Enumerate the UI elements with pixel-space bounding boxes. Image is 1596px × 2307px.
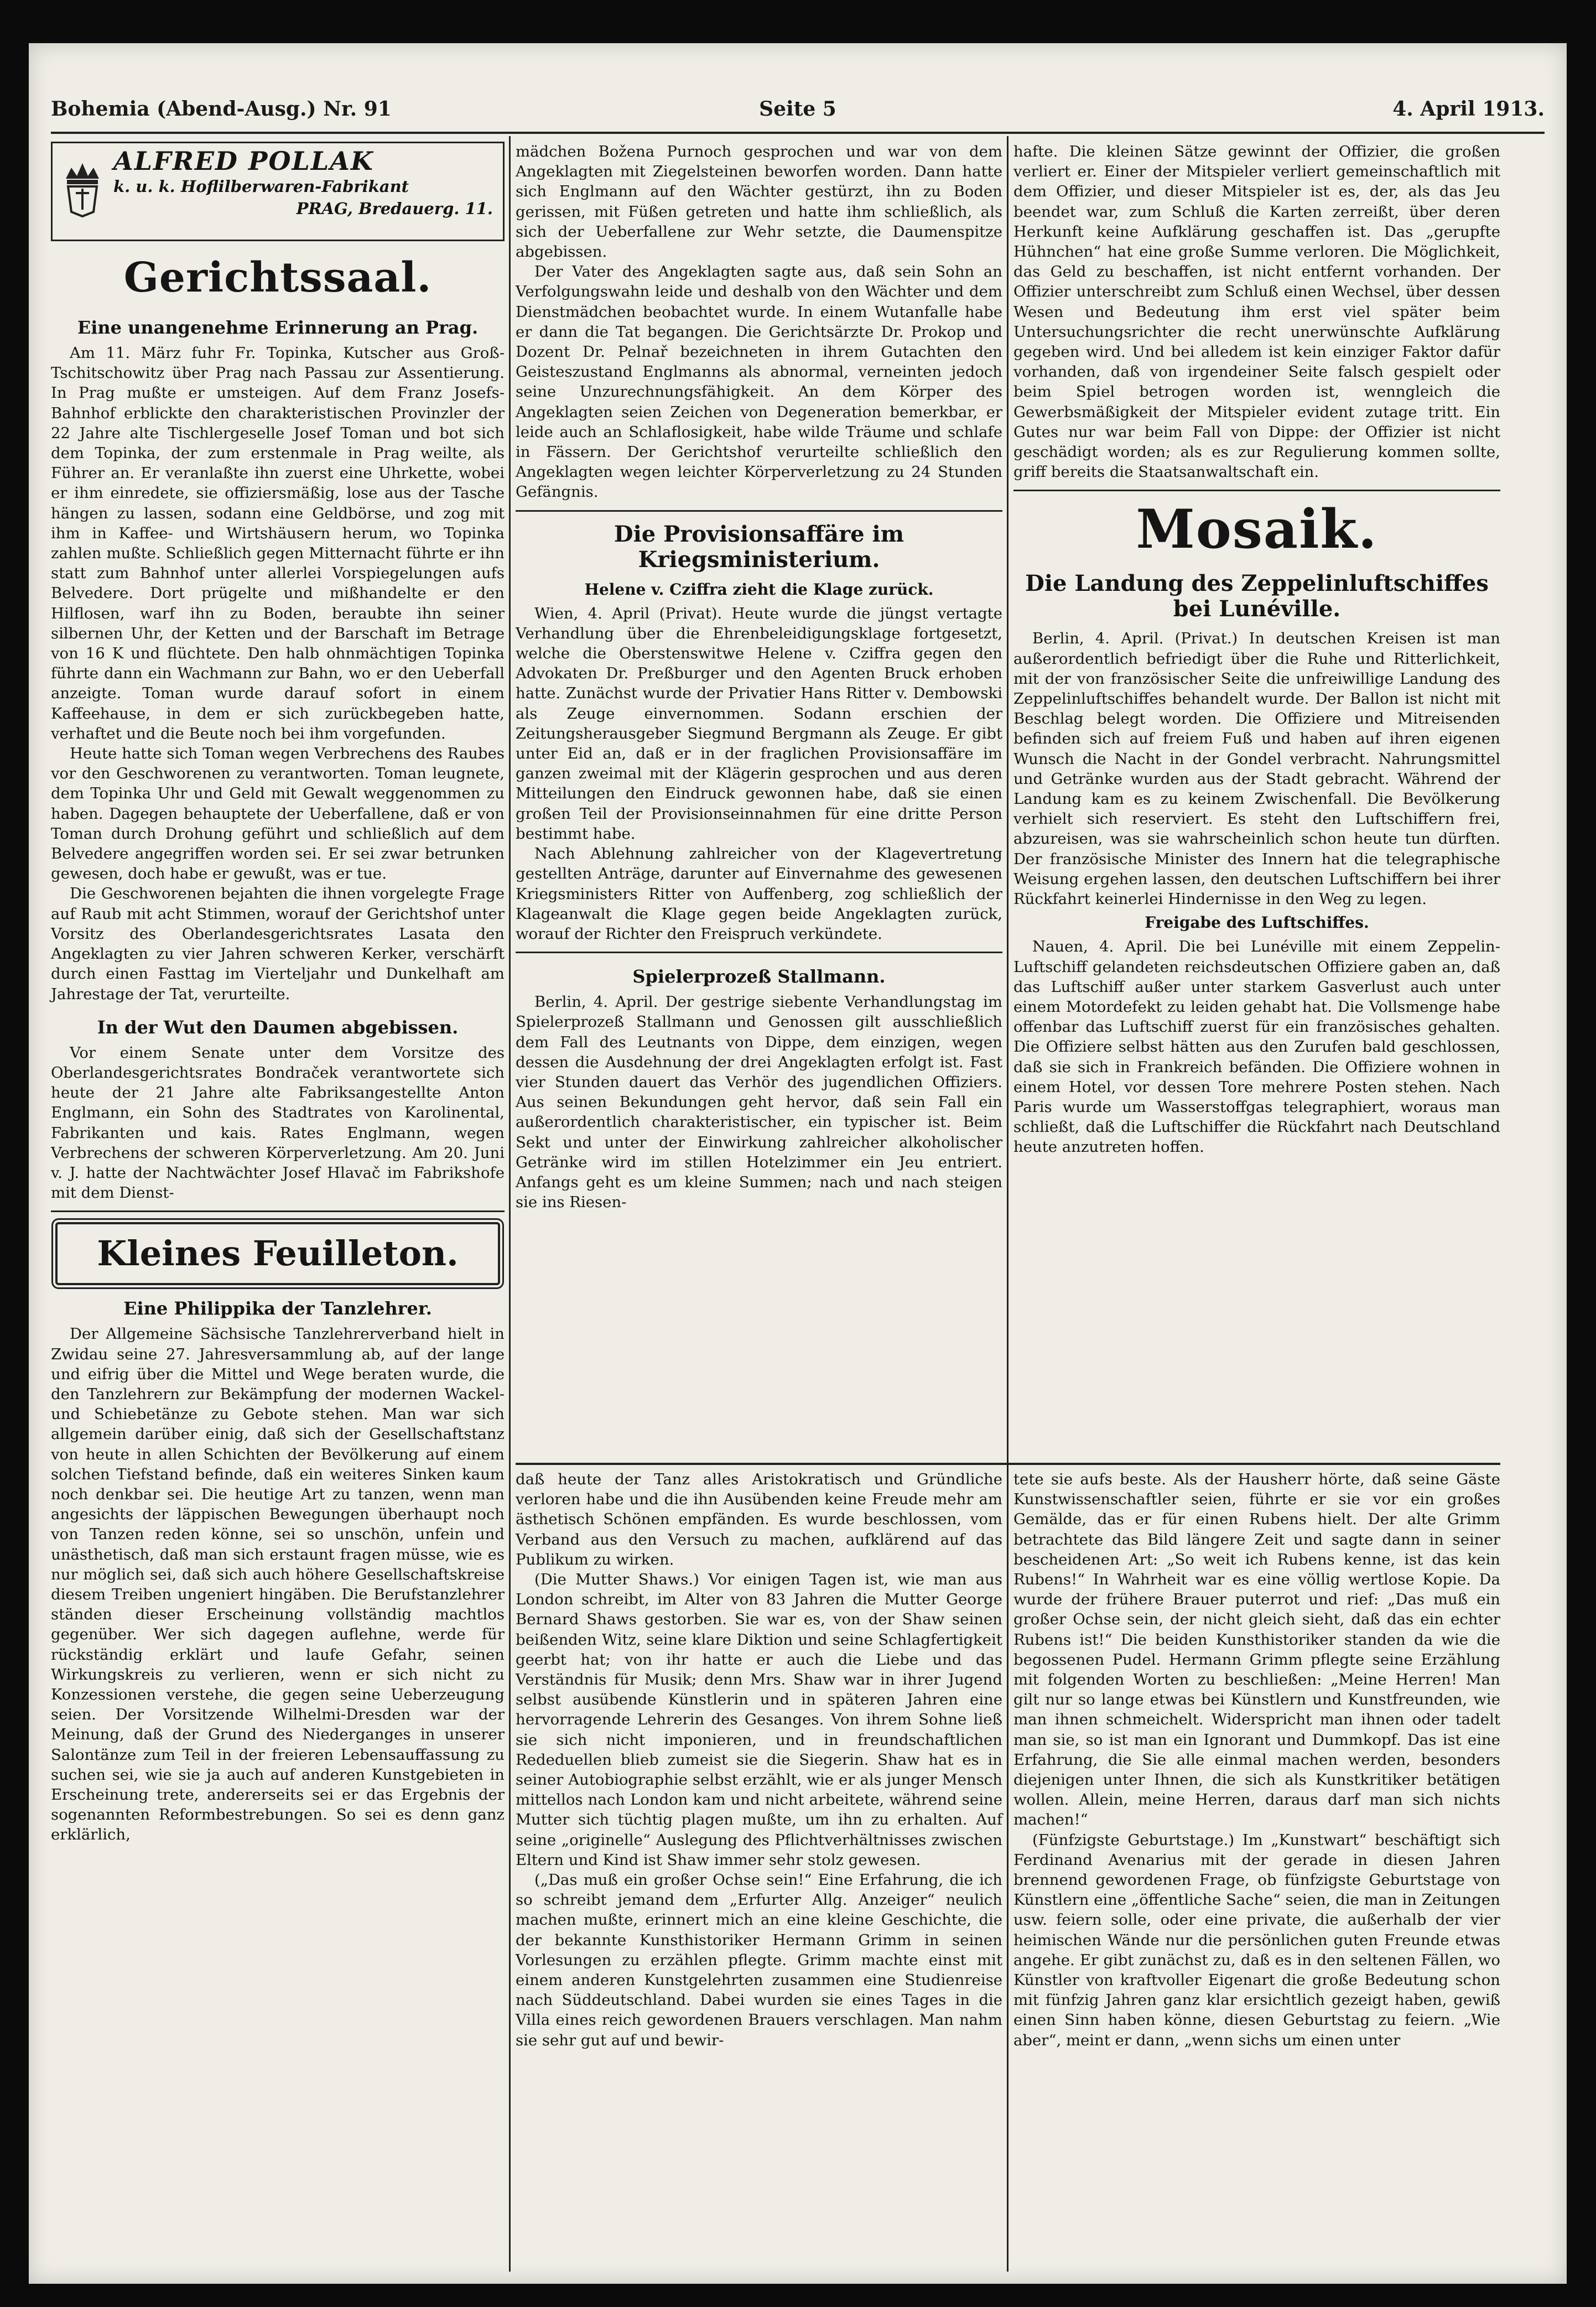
article-paragraph: Berlin, 4. April. (Privat.) In deutschen Kreisen ist man außerordentlich befriedigt über die Ruhe und Ritterlichkeit, mit der von französischer Seite die unfreiwillige Landung des Zeppelinluftschiffes behandelt wurde. Der Ballon ist nicht mit Beschlag belegt worden. Die Offiziere und Mitreisenden befinden sich auf freiem Fuß und haben auf ihren eigenen Wunsch die Nacht in der Gondel verbracht. Nahrungsmittel und Getränke wurden aus der Stadt gebracht. Während der Landung kam es zu keinem Zwischenfall. Die Bevölkerung verhielt sich reserviert. Es steht den Luftschiffern frei, abzureisen, was sie wahrscheinlich schon heute tun dürften. Der französische Minister des Innern hat die telegraphische Weisung ergehen lassen, den deutschen Luftschiffern bei ihrer Rückfahrt keinerlei Hindernisse in den Weg zu legen.: [1013, 630, 1500, 908]
article-paragraph: mädchen Božena Purnoch gesprochen und war von dem Angeklagten mit Ziegelsteinen beworfen worden. Dann hatte sich Englmann auf den Wächter gestürzt, ihn zu Boden gerissen, mit Füßen getreten und hatte ihm schließlich, als sich der Ueberfallene zur Wehr setzte, die Daumenspitze abgebissen.: [516, 143, 1002, 261]
masthead-date: 4. April 1913.: [1392, 97, 1545, 121]
section-divider: [1013, 490, 1500, 491]
masthead: [51, 97, 1545, 136]
section-divider: [516, 952, 1002, 953]
article-subtitle: Helene v. Cziffra zieht die Klage zurück.: [584, 580, 934, 599]
section-divider: [516, 510, 1002, 512]
masthead-page-number: Seite 5: [759, 97, 836, 121]
article-paragraph: Heute hatte sich Toman wegen Verbrechens des Raubes vor den Geschworenen zu verantworten. Toman leugnete, dem Topinka Uhr und Geld mit Gewalt weggenommen zu haben. Dagegen behauptete der Ueberfallene, daß er von Toman durch Drohung geführt und schließlich auf dem Belvedere angegriffen worden sei. Er sei zwar betrunken gewesen, doch habe er gewußt, was er tue.: [51, 745, 505, 883]
newspaper-page: [29, 43, 1567, 2284]
ad-company-name: ALFRED POLLAK: [113, 146, 374, 176]
section-divider: [51, 1210, 505, 1212]
column-3: [1013, 142, 1500, 1157]
masthead-rule: [51, 132, 1545, 134]
article-paragraph: Nach Ablehnung zahlreicher von der Klagevertretung gestellten Anträge, darunter auf Einvernahme des gewesenen Kriegsministers Ritter von Auffenberg, zog schließlich der Klageanwalt die Klage gegen beide Angeklagten zurück, worauf der Richter den Freispruch verkündete.: [516, 845, 1002, 943]
masthead-issue: Bohemia (Abend-Ausg.) Nr. 91: [51, 97, 392, 121]
article-title: Die Landung des Zeppelinluftschiffes bei Lunéville.: [1025, 570, 1489, 622]
feuilleton-heading-box: [55, 1222, 500, 1285]
article-paragraph: Wien, 4. April (Privat). Heute wurde die jüngst vertagte Verhandlung über die Ehrenbeleidigungsklage fortgesetzt, welche die Oberstenswitwe Helene v. Cziffra gegen den Advokaten Dr. Preßburger und den Agenten Bruck erhoben hatte. Zunächst wurde der Privatier Hans Ritter v. Dembowski als Zeuge einvernommen. Sodann erschien der Zeitungsherausgeber Siegmund Bergmann als Zeuge. Er gibt unter Eid an, daß er in der fraglichen Provisionsaffäre im ganzen zweimal mit der Klägerin gesprochen und aus deren Mitteilungen den Eindruck gewonnen habe, daß sie einen großen Teil der Provisionseinnahmen für eine dritte Person bestimmt habe.: [516, 604, 1002, 843]
ad-company-address: PRAG, Bredauerg. 11.: [296, 199, 493, 218]
article-subtitle: Freigabe des Luftschiffes.: [1145, 913, 1369, 932]
column-2: [516, 142, 1002, 1212]
article-paragraph: (Die Mutter Shaws.) Vor einigen Tagen ist, wie man aus London schreibt, im Alter von 83 Jahren die Mutter George Bernard Shaws gestorben. Sie war es, von der Shaw seinen beißenden Witz, seine klare Diktion und seine Schlagfertigkeit geerbt hat; von ihr hatte er auch die Liebe und das Verständnis für Musik; denn Mrs. Shaw war in ihrer Jugend selbst ausübende Künstlerin und in späteren Jahren eine hervorragende Lehrerin des Gesanges. Von ihrem Sohne ließ sie sich nicht imponieren, und in freundschaftlichen Rededuellen blieb zumeist sie die Siegerin. Shaw hat es in seiner Autobiographie selbst erzählt, wie er als junger Mensch mittellos nach London kam und nicht arbeitete, während seine Mutter sich tüchtig plagen mußte, um ihn zu erhalten. Auf seine „originelle“ Auslegung des Pflichtverhältnisses zwischen Eltern und Kind ist Shaw immer sehr stolz gewesen.: [516, 1571, 1002, 1869]
column-2-feuilleton: [516, 1469, 1002, 2050]
feuilleton-rule: [516, 1463, 1500, 1465]
article-paragraph: Nauen, 4. April. Die bei Lunéville mit einem Zeppelin-Luftschiff gelandeten reichsdeutschen Offiziere gaben an, daß das Luftschiff außer unter starkem Gasverlust auch unter einem Motordefekt zu leiden gehabt hat. Die Vollsmenge habe offenbar das Luftschiff zuerst für ein französisches gehalten. Die Offiziere selbst hätten aus den Zurufen bald geschlossen, daß sie sich in Frankreich befänden. Die Offiziere wohnen in einem Hotel, vor dessen Tore mehrere Posten stehen. Nach Paris wurde um Wasserstoffgas telegraphiert, woraus man schließt, daß die Luftschiffer die Rückfahrt nach Deutschland heute anzutreten hoffen.: [1013, 938, 1500, 1156]
feuilleton-heading: Kleines Feuilleton.: [97, 1233, 459, 1274]
column-rule-2: [1007, 136, 1008, 2272]
section-heading-gerichtssaal: Gerichtssaal.: [123, 254, 432, 302]
article-title: Spielerprozeß Stallmann.: [632, 966, 886, 988]
advertisement-box: [51, 142, 505, 241]
article-paragraph: Die Geschworenen bejahten die ihnen vorgelegte Frage auf Raub mit acht Stimmen, worauf der Gerichtshof unter Vorsitz des Oberlandesgerichtsrates Lasata den Angeklagten zu vier Jahren schweren Kerker, verschärft durch einen Fasttag im Vierteljahr und Dunkelhaft am Jahrestage der Tat, verurteilte.: [51, 885, 505, 1003]
article-paragraph: hafte. Die kleinen Sätze gewinnt der Offizier, die großen verliert er. Einer der Mitspieler verliert gemeinschaftlich mit dem Offizier, und dieser Mitspieler ist es, der, als das Jeu beendet war, zum Schluß die Karten zerreißt, über deren Herkunft keine Aufklärung geschaffen ist. Das „gerupfte Hühnchen“ hat eine große Summe verloren. Die Möglichkeit, das Geld zu beschaffen, ist nicht entfernt vorhanden. Der Offizier unterschreibt zum Schluß einen Wechsel, über dessen Wesen und Bedeutung ihm erst viel später beim Untersuchungsrichter die recht unerwünschte Aufklärung gegeben wird. Und bei alledem ist kein einziger Faktor dafür vorhanden, daß von irgendeiner Seite falsch gespielt oder beim Spiel betrogen worden ist, wenngleich die Gewerbsmäßigkeit der Mitspieler evident zutage tritt. Ein Gutes nur war beim Fall von Dippe: der Offizier ist nicht geschädigt worden; als es zur Regulierung kommen sollte, griff bereits die Staatsanwaltschaft ein.: [1013, 143, 1500, 481]
article-paragraph: Der Vater des Angeklagten sagte aus, daß sein Sohn an Verfolgungswahn leide und deshalb von den Wächter und dem Dienstmädchen beobachtet wurde. In einem Wutanfalle habe er dann die Tat begangen. Die Gerichtsärzte Dr. Prokop und Dozent Dr. Pelnař bezeichneten in ihrem Gutachten den Geisteszustand Englmanns als abnormal, verneinten jedoch seine Unzurechnungsfähigkeit. An dem Körper des Angeklagten seien Zeichen von Degeneration bemerkbar, er leide auch an Schlaflosigkeit, habe wilde Träume und schlafe in Fässern. Der Gerichtshof verurteilte schließlich den Angeklagten wegen leichter Körperverletzung zu 24 Stunden Gefängnis.: [516, 263, 1002, 501]
article-title: In der Wut den Daumen abgebissen.: [97, 1016, 459, 1038]
article-title: Eine unangenehme Erinnerung an Prag.: [77, 317, 479, 338]
article-paragraph: Am 11. März fuhr Fr. Topinka, Kutscher aus Groß-Tschitschowitz über Prag nach Passau zur Assentierung. In Prag mußte er umsteigen. Auf dem Franz Josefs-Bahnhof erblickte den charakteristischen Provinzler der 22 Jahre alte Tischlergeselle Josef Toman und bot sich dem Topinka, der zum erstenmale in Prag weilte, als Führer an. Er veranlaßte ihn zuerst eine Uhrkette, wobei er ihm einredete, sie offiziersmäßig, lose aus der Tasche hängen zu lassen, sodann eine Geldbörse, und zog mit ihm in Kaffee- und Wirtshäusern herum, wo Topinka zahlen mußte. Schließlich gegen Mitternacht führte er ihn statt zum Bahnhof unter allerlei Vorspiegelungen aufs Belvedere. Dort prügelte und mißhandelte er den Hilflosen, warf ihn zu Boden, beraubte ihn seiner silbernen Uhr, der Ketten und der Barschaft im Betrage von 16 K und flüchtete. Den halb ohnmächtigen Topinka führte dann ein Wachmann zur Bahn, wo er den Ueberfall anzeigte. Toman wurde darauf sofort in einem Kaffeehause, in dem er sich zurückbegeben hatte, verhaftet und die Beute noch bei ihm vorgefunden.: [51, 344, 505, 742]
article-title: Eine Philippika der Tanzlehrer.: [123, 1298, 432, 1319]
article-paragraph: Der Allgemeine Sächsische Tanzlehrerverband hielt in Zwidau seine 27. Jahresversammlung ab, auf der lange und eifrig über die Mittel und Wege beraten wurde, die den Tanzlehrern zur Bekämpfung der modernen Wackel- und Schiebetänze zu Gebote stehen. Man war sich allgemein darüber einig, daß sich der Gesellschaftstanz von heute in allen Schichten der Bevölkerung auf einem solchen Tiefstand befinde, daß ein weiteres Sinken kaum noch denkbar sei. Die heutige Art zu tanzen, wenn man angesichts der läppischen Bewegungen überhaupt noch von Tanzen reden könne, sei so unschön, unfein und unästhetisch, daß man sich erstaunt fragen müsse, wie es nur möglich sei, daß sich auch höhere Gesellschaftskreise diesem Treiben ungeniert hingäben. Die Berufstanzlehrer ständen dieser Erscheinung vollständig machtlos gegenüber. Wer sich dagegen auflehne, werde für rückständig erklärt und laufe Gefahr, seinen Wirkungskreis zu verlieren, wenn er sich nicht zu Konzessionen verstehe, die gegen seine Ueberzeugung seien. Der Vorsitzende Wilhelmi-Dresden war der Meinung, daß der Grund des Niederganges in unserer Salontänze zum Teil in der freieren Lebensauffassung zu suchen sei, wie sie ja auch auf anderen Kunstgebieten in Erscheinung trete, andererseits sei er das Ergebnis der sogenannten Reformbestrebungen. So sei es denn ganz erklärlich,: [51, 1325, 505, 1844]
crown-crest-icon: [60, 157, 105, 217]
column-3-feuilleton: [1013, 1469, 1500, 2050]
ad-company-title: k. u. k. Hoflilberwaren-Fabrikant: [113, 177, 409, 196]
article-paragraph: daß heute der Tanz alles Aristokratisch und Gründliche verloren habe und die ihn Ausübenden keine Freude mehr am ästhetisch Schönen empfänden. Es wurde beschlossen, vom Verband aus den Versuch zu machen, aufklärend auf das Publikum zu wirken.: [516, 1471, 1002, 1568]
article-paragraph: (Fünfzigste Geburtstage.) Im „Kunstwart“ beschäftigt sich Ferdinand Avenarius mit der gerade in diesen Jahren brennend gewordenen Frage, ob fünfzigste Geburtstage von Künstlern eine „öffentliche Sache“ seien, die man in Zeitungen usw. feiern solle, oder eine private, die außerhalb der vier heimischen Wände nur die persönlichen guten Freunde etwas angehe. Er gibt zunächst zu, daß es in den seltenen Fällen, wo Künstler von kraftvoller Eigenart die große Bedeutung schon mit fünfzig Jahren ganz klar ersichtlich gezeigt haben, gewiß einen Sinn haben könne, diesen Geburtstag zu feiern. „Wie aber“, meint er dann, „wenn sichs um einen unter: [1013, 1831, 1500, 2049]
article-paragraph: Vor einem Senate unter dem Vorsitze des Oberlandesgerichtsrates Bondraček verantwortete sich heute der 21 Jahre alte Fabriksangestellte Anton Englmann, ein Sohn des Stadtrates von Karolinental, Fabrikanten und kais. Rates Englmann, wegen Verbrechens der schweren Körperverletzung. Am 20. Juni v. J. hatte der Nachtwächter Josef Hlavač im Fabrikshofe mit dem Dienst-: [51, 1043, 505, 1202]
article-paragraph: tete sie aufs beste. Als der Hausherr hörte, daß seine Gäste Kunstwissenschaftler seien, führte er sie vor ein großes Gemälde, das er für einen Rubens hielt. Der alte Grimm betrachtete das Bild längere Zeit und sagte dann in seiner bescheidenen Art: „So weit ich Rubens kenne, ist das kein Rubens!“ In Wahrheit war es eine völlig wertlose Kopie. Da wurde der frühere Brauer puterrot und rief: „Das muß ein großer Ochse sein, der nicht gleich sieht, daß das ein echter Rubens ist!“ Die beiden Kunsthistoriker standen da wie die begossenen Pudel. Hermann Grimm pflegte seine Erzählung mit folgenden Worten zu beschließen: „Meine Herren! Man gilt nur so lange etwas bei Künstlern und Kunstfreunden, wie man ihnen schmeichelt. Widerspricht man ihnen oder tadelt man sie, so ist man ein Ignorant und Dummkopf. Das ist eine Erfahrung, die Sie alle einmal machen werden, besonders diejenigen unter Ihnen, die sich als Kunstkritiker betätigen wollen. Allein, meine Herren, daraus darf man sich nichts machen!“: [1013, 1471, 1500, 1829]
article-title: Die Provisionsaffäre im Kriegsministerium.: [614, 521, 904, 573]
column-1: [51, 142, 505, 1845]
article-paragraph: („Das muß ein großer Ochse sein!“ Eine Erfahrung, die ich so schreibt jemand dem „Erfurter Allg. Anzeiger“ neulich machen mußte, erinnert mich an eine kleine Geschichte, die der bekannte Kunsthistoriker Hermann Grimm in seinen Vorlesungen zu erzählen pflegte. Grimm machte einst mit einem anderen Kunstgelehrten zusammen eine Studienreise nach Süddeutschland. Dabei wurden sie eines Tages in die Villa eines reich gewordenen Brauers verschlagen. Man nahm sie sehr gut auf und bewir-: [516, 1871, 1002, 2049]
article-paragraph: Berlin, 4. April. Der gestrige siebente Verhandlungstag im Spielerprozeß Stallmann und Genossen gilt ausschließlich dem Fall des Leutnants von Dippe, dem einzigen, wegen dessen die Ausdehnung der drei Angeklagten erfolgt ist. Fast vier Stunden dauert das Verhör des jugendlichen Offiziers. Aus seinen Bekundungen geht hervor, daß sein Fall ein außerordentlich charakteristischer, ein typischer ist. Beim Sekt und unter der Einwirkung zahlreicher alkoholischer Getränke wird im stillen Hotelzimmer ein Jeu entriert. Anfangs geht es um kleine Summen; nach und nach steigen sie ins Riesen-: [516, 993, 1002, 1212]
column-rule-1: [509, 136, 511, 2272]
section-heading-mosaik: Mosaik.: [1136, 498, 1378, 561]
